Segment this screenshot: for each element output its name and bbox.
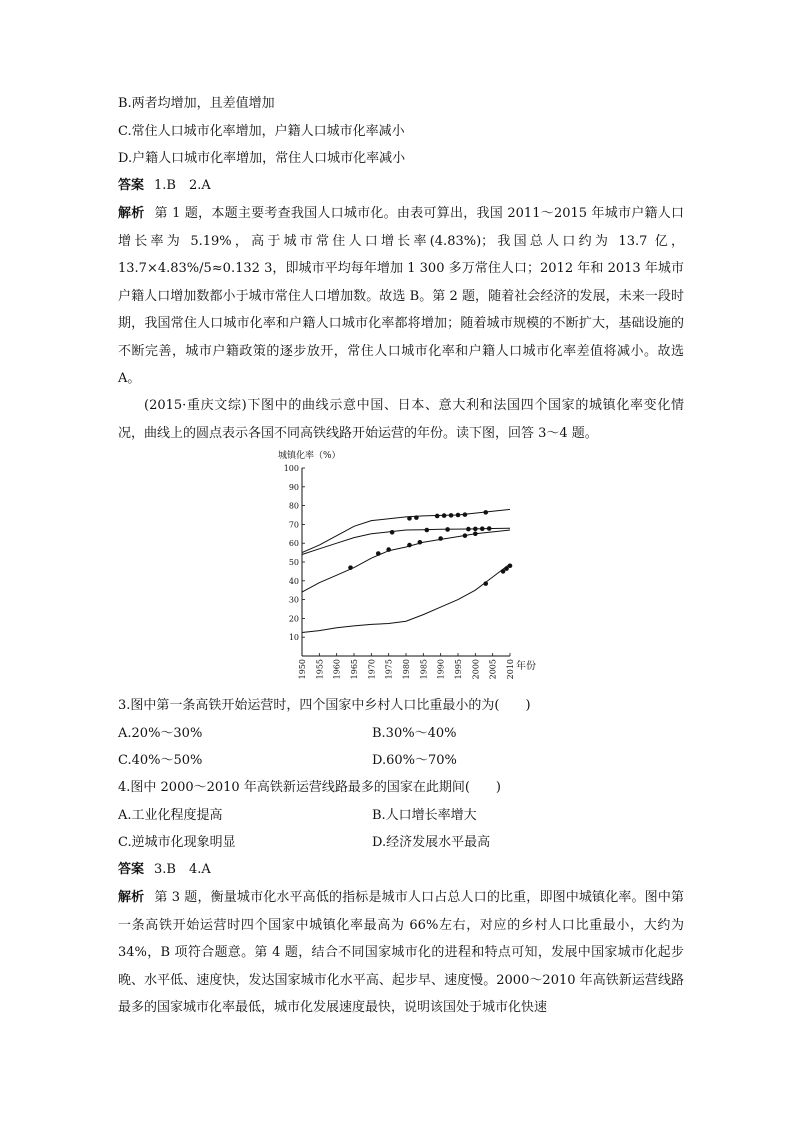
q4-stem: 4.图中 2000～2010 年高铁新运营线路最多的国家在此期间( ) <box>118 780 501 795</box>
y-tick-label: 10 <box>288 633 299 643</box>
series-line-curve-top <box>302 509 510 552</box>
hsr-opening-point <box>414 515 419 520</box>
hsr-opening-point <box>348 565 353 570</box>
y-tick-label: 50 <box>288 558 299 567</box>
series-line-curve-bottom <box>302 564 510 633</box>
chart-intro: (2015·重庆文综)下图中的曲线示意中国、日本、意大利和法国四个国家的城镇化率变化情况，曲线上的圆点表示各国不同高铁线路开始运营的年份。读下图，回答 3～4 题。 <box>118 398 684 441</box>
hsr-opening-point <box>386 547 391 552</box>
hsr-opening-point <box>376 551 381 556</box>
hsr-opening-point <box>442 513 447 518</box>
q2-option-b: B.两者均增加，且差值增加 <box>118 96 275 111</box>
y-axis-label: 城镇化率（%） <box>278 451 341 461</box>
answer-text: 3.B 4.A <box>154 862 211 877</box>
analysis-text: 第 3 题，衡量城市化水平高低的指标是城市人口占总人口的比重，即图中城镇化率。图中第一条高铁开始运营时四个国家中城镇化率最高为 66%左右，对应的乡村人口比重最小，大约为 34%，B 项符合题意。第 4 题，结合不同国家城市化的进程和特点可知，发展中国家城市化起步晚、水平低、速度快，发达国家城市化水平高、起步早、速度慢。2000～2010 年高铁新运营线路最多的国家城市化率最低，城市化发展速度最快，说明该国处于城市化快速 <box>118 890 684 1015</box>
y-tick-label: 20 <box>288 614 299 624</box>
hsr-opening-point <box>456 513 461 518</box>
answer-label: 答案 <box>118 178 145 193</box>
q4-option-c: C.逆城市化现象明显 <box>118 835 236 850</box>
x-axis-label: 年份 <box>516 661 536 672</box>
hsr-opening-point <box>407 543 412 548</box>
x-tick-label: 1985 <box>419 659 429 680</box>
q3-option-a: A.20%～30% <box>118 726 203 741</box>
answer-label: 答案 <box>118 862 145 877</box>
y-tick-label: 40 <box>288 576 299 586</box>
analysis-label: 解析 <box>118 206 145 221</box>
x-tick-label: 1960 <box>332 659 342 680</box>
hsr-opening-point <box>407 516 412 521</box>
x-tick-label: 1980 <box>402 659 411 680</box>
x-tick-label: 1990 <box>436 659 446 680</box>
hsr-opening-point <box>390 530 395 535</box>
hsr-opening-point <box>466 527 471 532</box>
hsr-opening-point <box>463 533 468 538</box>
y-tick-label: 100 <box>283 464 299 473</box>
y-tick-label: 70 <box>288 520 299 530</box>
x-tick-label: 1950 <box>298 659 307 680</box>
hsr-opening-point <box>480 526 485 531</box>
q4-option-d: D.经济发展水平最高 <box>372 835 491 850</box>
series-line-curve-third <box>302 530 510 592</box>
hsr-opening-point <box>463 512 468 517</box>
hsr-opening-point <box>425 528 430 533</box>
q3-option-c: C.40%～50% <box>118 753 203 768</box>
series-line-curve-second <box>302 528 510 554</box>
q2-option-c: C.常住人口城市化率增加，户籍人口城市化率减小 <box>118 124 405 139</box>
answer-text: 1.B 2.A <box>154 178 211 193</box>
y-tick-label: 90 <box>288 482 299 492</box>
hsr-opening-point <box>449 513 454 518</box>
x-tick-label: 1965 <box>350 659 359 680</box>
hsr-opening-point <box>438 536 443 541</box>
y-tick-label: 30 <box>288 595 299 605</box>
x-tick-label: 1995 <box>454 659 463 680</box>
q4-option-b: B.人口增长率增大 <box>372 808 477 823</box>
answer-3-4 <box>118 862 211 878</box>
analysis-text: 第 1 题，本题主要考查我国人口城市化。由表可算出，我国 2011～2015 年城市户籍人口增长率为 5.19%，高于城市常住人口增长率(4.83%)；我国总人口约为 13.7 亿，13.7×4.83%/5≈0.132 3，即城市平均每年增加 1 300 多万常住人口；2012 年和 2013 年城市户籍人口增加数都小于城市常住人口增加数。故选 B。第 2 题，随着社会经济的发展，未来一段时期，我国常住人口城市化率和户籍人口城市化率都将增加；随着城市规模的不断扩大，基础设施的不断完善，城市户籍政策的逐步放开，常住人口城市化率和户籍人口城市化率差值将减小。故选 A。 <box>118 206 684 386</box>
y-tick-label: 80 <box>288 501 299 511</box>
analysis-label: 解析 <box>118 890 145 905</box>
x-tick-label: 2000 <box>471 659 481 680</box>
hsr-opening-point <box>483 510 488 515</box>
urbanization-chart <box>270 444 536 684</box>
q4-option-a: A.工业化程度提高 <box>118 808 223 823</box>
answer-1-2 <box>118 178 211 194</box>
x-tick-label: 1955 <box>315 659 325 680</box>
y-tick-label: 60 <box>288 539 299 549</box>
hsr-opening-point <box>473 532 478 537</box>
hsr-opening-point <box>418 540 423 545</box>
q3-option-d: D.60%～70% <box>372 753 457 768</box>
x-tick-label: 2010 <box>506 659 515 680</box>
q3-option-b: B.30%～40% <box>372 726 457 741</box>
hsr-opening-point <box>487 526 492 531</box>
hsr-opening-point <box>473 527 478 532</box>
x-tick-label: 2005 <box>488 659 498 680</box>
q3-stem: 3.图中第一条高铁开始运营时，四个国家中乡村人口比重最小的为( ) <box>118 698 531 713</box>
hsr-opening-point <box>483 581 488 586</box>
x-tick-label: 1970 <box>367 659 377 680</box>
analysis-1-2 <box>118 200 684 393</box>
analysis-3-4 <box>118 884 684 1022</box>
hsr-opening-point <box>508 563 513 568</box>
hsr-opening-point <box>435 514 440 519</box>
hsr-opening-point <box>445 527 450 532</box>
q2-option-d: D.户籍人口城市化率增加，常住人口城市化率减小 <box>118 151 406 166</box>
x-tick-label: 1975 <box>384 659 394 680</box>
